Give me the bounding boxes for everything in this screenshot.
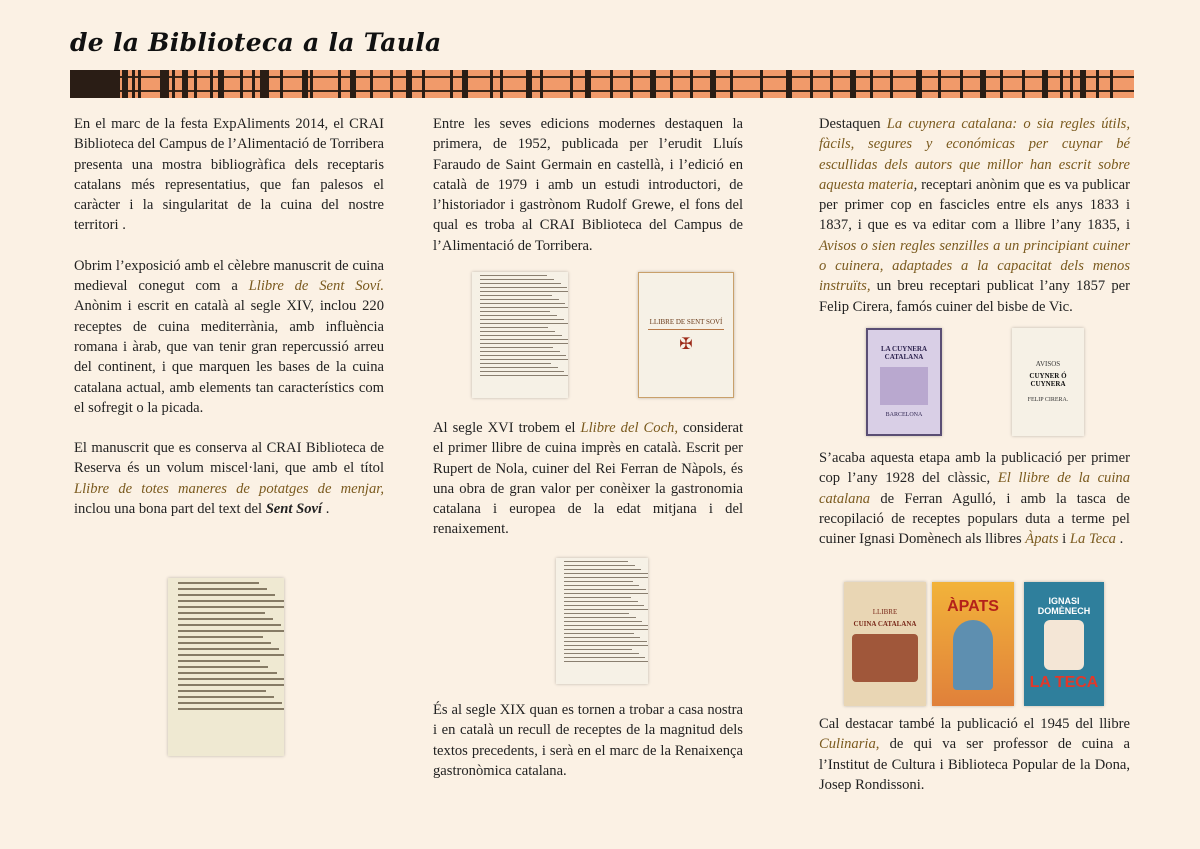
band-stripe: [690, 70, 693, 98]
text-line: [178, 588, 267, 590]
band-stripe: [1000, 70, 1003, 98]
text-line: [564, 581, 633, 582]
edition-1979-cover-image: LLIBRE DE SENT SOVÍ ✠: [638, 272, 734, 398]
text-line: [564, 653, 639, 654]
band-stripe: [870, 70, 873, 98]
llibre-del-coch-paragraph: Al segle XVI trobem el Llibre del Coch, considerat el primer llibre de cuina imprès en català. Escrit per Rupert de Nola, cuiner del Rei Ferran de Nàpols, és una obra de gran valor per conèixer la gastronomia catalana i europea de la edat mitjana i del renaixement.: [433, 420, 743, 538]
column-2: [433, 114, 743, 276]
band-stripe: [1070, 70, 1073, 98]
text-line: [564, 605, 644, 606]
text-line: [480, 343, 568, 344]
text-line: [480, 375, 568, 376]
text-line: [564, 617, 636, 618]
text-line: [480, 295, 552, 296]
band-stripe: [980, 70, 986, 98]
text-line: [564, 629, 648, 630]
book-title-cuynera: La cuynera catalana: o sia regles útils, fàcils, segures y económicas per cuynar bé escullidas dels autors que millor han escrit sobre aquesta materia: [819, 116, 1130, 193]
band-stripe: [166, 70, 169, 98]
text-line: [564, 625, 648, 626]
text-line: [178, 600, 284, 602]
column-2-bottom: [433, 700, 743, 801]
book-title-potatges: Llibre de totes maneres de potatges de menjar,: [74, 480, 384, 497]
text-line: [564, 613, 629, 614]
llibre-cuina-catalana-cover: LLIBRE CUINA CATALANA: [844, 582, 926, 706]
band-stripe: [630, 70, 633, 98]
text-line: [564, 645, 648, 646]
band-stripe: [122, 70, 128, 98]
band-stripe: [422, 70, 425, 98]
band-stripe: [172, 70, 175, 98]
modern-editions-paragraph: Entre les seves edicions modernes destaquen la primera, de 1952, publicada per l’erudit Lluís Faraudo de Saint Germain en castellà, i l’edició en català de 1979 i amb un estudi introductori, de l’historiador i gastrònom Rudolf Grewe, el fons del qual es troba al CRAI Biblioteca del Campus de l’Alimentació de Torribera.: [433, 116, 743, 254]
edition-1952-image: [472, 272, 568, 398]
band-stripe: [938, 70, 941, 98]
text-line: [480, 351, 560, 352]
band-stripe: [490, 70, 493, 98]
band-stripe: [1060, 70, 1063, 98]
text-line: [178, 606, 284, 608]
text-line: [564, 637, 640, 638]
band-stripe: [850, 70, 856, 98]
text-line: [564, 573, 648, 574]
text-line: [480, 275, 547, 276]
text-line: [178, 672, 277, 674]
column-3-bottom: [819, 714, 1130, 815]
band-stripe: [462, 70, 468, 98]
header-stripe-band: [70, 70, 1134, 98]
band-stripe: [210, 70, 213, 98]
column-3-middle: [819, 448, 1130, 569]
text-line: [564, 597, 631, 598]
text-line: [178, 708, 284, 710]
cuynera-paragraph: Destaquen La cuynera catalana: o sia regles útils, fàcils, segures y económicas per cuynar bé escullidas dels autors que millor han escrit sobre aquesta materia, receptari anònim que es va publicar per primer cop en fascicles entre els anys 1833 i 1837, i que es va editar com a llibre l’any 1835, i Avisos o sien regles senzilles a un principiant cuiner o cuinera, adaptades a la capacitat dels menos instruïts, un breu receptari publicat l’any 1857 per Felip Cirera, famós cuiner del bisbe de Vic.: [819, 116, 1130, 315]
band-stripe: [960, 70, 963, 98]
llibre-del-coch-page-image: [556, 558, 648, 684]
text-line: [178, 642, 271, 644]
text-line: [480, 279, 554, 280]
text-line: [178, 648, 279, 650]
book-title-coch: Llibre del Coch,: [580, 420, 678, 436]
text-line: [564, 649, 632, 650]
manuscript-page-image: [168, 578, 284, 756]
band-stripe: [1096, 70, 1099, 98]
cover-illustration: [953, 620, 993, 690]
agullo-domenech-paragraph: S’acaba aquesta etapa amb la publicació per primer cop l’any 1928 del clàssic, El llibre de la cuina catalana de Ferran Agulló, i amb la tasca de recopilació de receptes populars duta a terme pel cuiner Ignasi Domènech als llibres Àpats i La Teca .: [819, 450, 1131, 548]
cover-illustration: [880, 367, 928, 405]
text-line: [178, 678, 284, 680]
band-stripe: [182, 70, 188, 98]
culinaria-paragraph: Cal destacar també la publicació el 1945 del llibre Culinaria, de qui va ser professor de cuina a l’Institut de Cultura i Biblioteca Popular de la Dona, Josep Rondissoni.: [819, 716, 1130, 793]
book-title-llibre-cuina: El llibre de la cuina catalana: [819, 470, 1131, 507]
text-line: [564, 661, 648, 662]
text-line: [178, 696, 274, 698]
band-stripe: [138, 70, 141, 98]
band-stripe: [650, 70, 656, 98]
text-line: [480, 363, 551, 364]
apats-cover: ÀPATS: [932, 582, 1014, 706]
band-stripe: [338, 70, 341, 98]
band-stripe: [218, 70, 224, 98]
text-line: [178, 654, 284, 656]
text-line: [564, 561, 628, 562]
text-line: [480, 319, 564, 320]
text-line: [480, 323, 568, 324]
la-teca-cover: IGNASI DOMÈNECH LA TECA: [1024, 582, 1104, 706]
band-stripe: [132, 70, 135, 98]
band-stripe: [670, 70, 673, 98]
emblem-icon: ✠: [679, 336, 693, 353]
text-line: [178, 612, 265, 614]
band-stripe: [1042, 70, 1048, 98]
band-stripe: [310, 70, 313, 98]
book-title-sent-sovi-bold: Sent Soví: [265, 501, 323, 518]
sent-sovi-paragraph: Obrim l’exposició amb el cèlebre manuscrit de cuina medieval conegut com a Llibre de Sent Soví. Anònim i escrit en català al segle XIV, inclou 220 receptes de cuina mediterrània, amb influència romana i àrab, que van tenir gran repercussió arreu del continent, i que marquen les bases de la cuina catalana actual, amb elements tan característics com el sofregit o la picada.: [74, 257, 384, 416]
band-stripe: [194, 70, 197, 98]
book-title-apats: Àpats: [1025, 531, 1059, 548]
band-stripe: [1022, 70, 1025, 98]
text-line: [564, 601, 638, 602]
band-stripe: [252, 70, 255, 98]
band-stripe: [280, 70, 283, 98]
text-line: [480, 307, 568, 308]
text-line: [178, 618, 273, 620]
cover-illustration: [1044, 620, 1084, 670]
band-stripe: [406, 70, 412, 98]
band-stripe: [302, 70, 308, 98]
band-stripe: [730, 70, 733, 98]
text-line: [480, 335, 562, 336]
text-line: [480, 311, 550, 312]
text-line: [564, 589, 646, 590]
text-line: [178, 660, 260, 662]
band-stripe: [610, 70, 613, 98]
band-stripe: [786, 70, 792, 98]
band-stripe: [526, 70, 532, 98]
band-stripe: [450, 70, 453, 98]
text-line: [480, 355, 566, 356]
text-line: [480, 327, 548, 328]
book-title-culinaria: Culinaria,: [819, 736, 880, 753]
band-stripe: [266, 70, 269, 98]
band-stripe: [540, 70, 543, 98]
text-line: [178, 690, 266, 692]
text-line: [178, 684, 284, 686]
text-line: [480, 359, 568, 360]
text-line: [178, 636, 263, 638]
band-stripe: [500, 70, 503, 98]
band-stripe: [570, 70, 573, 98]
intro-paragraph: En el marc de la festa ExpAliments 2014, el CRAI Biblioteca del Campus de l’Alimentació de Torribera presenta una mostra bibliogràfica dels receptaris catalans més representatius, que fan palesos el caràcter i la singularitat de la cuina del nostre territori .: [74, 116, 384, 234]
text-line: [480, 315, 557, 316]
column-3: [819, 114, 1130, 337]
text-line: [564, 641, 647, 642]
band-stripe: [810, 70, 813, 98]
cover-illustration: [852, 634, 918, 682]
text-line: [564, 577, 648, 578]
text-line: [480, 287, 567, 288]
text-line: [178, 702, 282, 704]
la-cuynera-catalana-cover: LA CUYNERA CATALANA BARCELONA: [866, 328, 942, 436]
text-line: [480, 367, 558, 368]
band-stripe: [1110, 70, 1113, 98]
text-line: [178, 594, 275, 596]
band-stripe-left: [70, 70, 120, 98]
book-title-teca: La Teca: [1069, 531, 1116, 548]
avisos-cover: AVISOS CUYNER Ó CUYNERA FELIP CIRERA.: [1012, 328, 1084, 436]
text-line: [178, 666, 268, 668]
text-line: [480, 331, 555, 332]
page-title: de la Biblioteca a la Taula: [70, 28, 442, 57]
text-line: [564, 565, 635, 566]
band-stripe: [240, 70, 243, 98]
text-line: [564, 569, 641, 570]
book-title-avisos: Avisos o sien regles senzilles a un principiant cuiner o cuinera, adaptades a la capacitat dels menos instruïts,: [819, 237, 1130, 295]
text-line: [480, 291, 568, 292]
text-line: [178, 630, 284, 632]
text-line: [480, 283, 561, 284]
text-line: [480, 303, 565, 304]
band-stripe: [585, 70, 591, 98]
band-stripe: [1080, 70, 1086, 98]
band-stripe: [710, 70, 716, 98]
text-line: [564, 621, 642, 622]
text-line: [564, 633, 634, 634]
text-line: [178, 582, 259, 584]
text-line: [564, 609, 648, 610]
band-stripe: [760, 70, 763, 98]
band-stripe: [370, 70, 373, 98]
text-line: [564, 593, 648, 594]
band-stripe: [830, 70, 833, 98]
column-2-lower: [433, 418, 743, 560]
band-stripe: [350, 70, 356, 98]
text-line: [480, 339, 568, 340]
text-line: [480, 347, 553, 348]
text-line: [480, 299, 559, 300]
text-line: [564, 585, 639, 586]
segle-xix-paragraph: És al segle XIX quan es tornen a trobar a casa nostra i en català un recull de receptes de la magnitud dels textos precedents, i serà en el marc de la Renaixença gastronòmica catalana.: [433, 702, 743, 779]
book-title-sent-sovi: Llibre de Sent Soví.: [248, 278, 384, 295]
manuscript-paragraph: El manuscrit que es conserva al CRAI Biblioteca de Reserva és un volum miscel·lani, que amb el títol Llibre de totes maneres de potatges de menjar, inclou una bona part del text del Sent Soví .: [74, 440, 384, 518]
band-stripe: [916, 70, 922, 98]
column-1: [74, 114, 384, 539]
text-line: [564, 657, 645, 658]
band-stripe: [890, 70, 893, 98]
text-line: [178, 624, 281, 626]
band-stripe: [390, 70, 393, 98]
text-line: [480, 371, 564, 372]
